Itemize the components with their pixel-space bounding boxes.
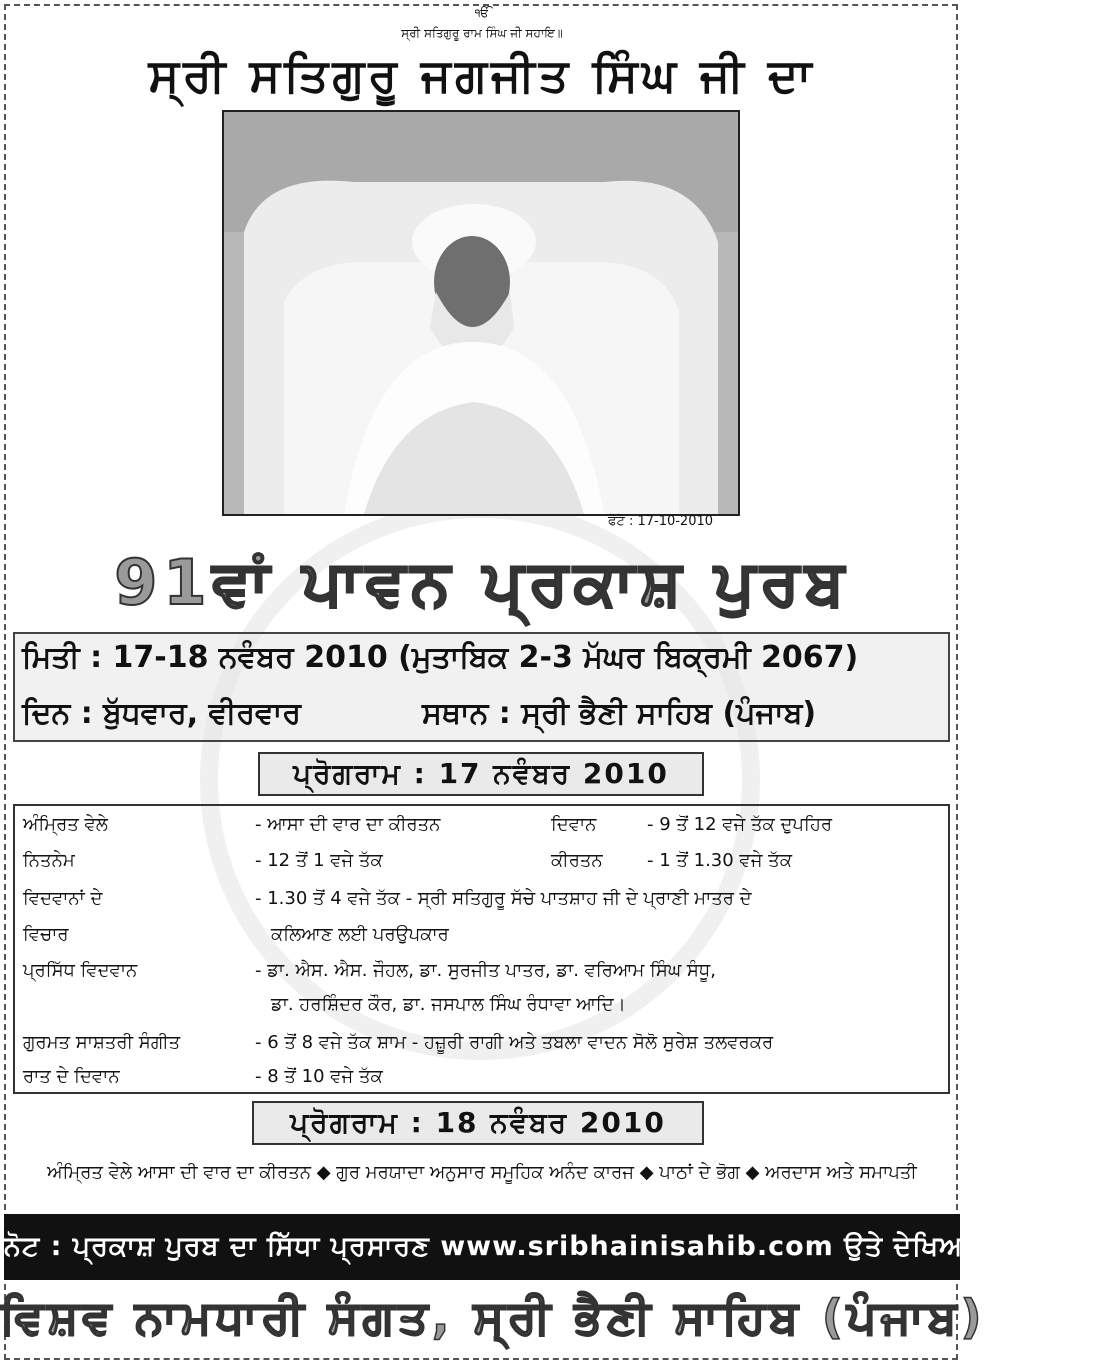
broadcast-note: ਨੋਟ : ਪ੍ਰਕਾਸ਼ ਪੁਰਬ ਦਾ ਸਿੱਧਾ ਪ੍ਰਸਾਰਣ www.sribhainisahib.com ਉਤੇ ਦੇਖਿਆ ਜਾ ਸਕਦਾ ਹੈ [4, 1214, 960, 1280]
row-vichar-label: ਵਿਚਾਰ [23, 924, 69, 945]
row-raat-label: ਰਾਤ ਦੇ ਦਿਵਾਨ [23, 1066, 120, 1087]
organizer-footer: ਵਿਸ਼ਵ ਨਾਮਧਾਰੀ ਸੰਗਤ, ਸ੍ਰੀ ਭੈਣੀ ਸਾਹਿਬ (ਪੰਜਾਬ) [0, 1290, 986, 1344]
row-vidvanan-value: - 1.30 ਤੋਂ 4 ਵਜੇ ਤੱਕ - ਸ੍ਰੀ ਸਤਿਗੁਰੂ ਸੱਚੇ ਪਾਤਸ਼ਾਹ ਜੀ ਦੇ ਪ੍ਰਾਣੀ ਮਾਤਰ ਦੇ [255, 888, 752, 909]
row-kirtan-label: ਕੀਰਤਨ [551, 850, 603, 871]
row-gurmat-value: - 6 ਤੋਂ 8 ਵਜੇ ਤੱਕ ਸ਼ਾਮ - ਹਜ਼ੂਰੀ ਰਾਗੀ ਅਤੇ ਤਬਲਾ ਵਾਦਨ ਸੋਲੋ ਸੁਰੇਸ਼ ਤਲਵਰਕਰ [255, 1032, 774, 1053]
event-place: ਸਥਾਨ : ਸ੍ਰੀ ਭੈਣੀ ਸਾਹਿਬ (ਪੰਜਾਬ) [422, 696, 817, 731]
invocation-text: ਸ੍ਰੀ ਸਤਿਗੁਰੂ ਰਾਮ ਸਿੰਘ ਜੀ ਸਹਾਇ॥ [401, 26, 563, 40]
event-days: ਦਿਨ : ਬੁੱਧਵਾਰ, ਵੀਰਵਾਰ [22, 696, 301, 731]
row-gurmat-label: ਗੁਰਮਤ ਸਾਸ਼ਤਰੀ ਸੰਗੀਤ [23, 1032, 181, 1053]
row-vichar-value: ਕਲਿਆਣ ਲਈ ਪਰਉਪਕਾਰ [271, 924, 449, 945]
event-headline: 91ਵਾਂ ਪਾਵਨ ਪ੍ਰਕਾਸ਼ ਪੁਰਬ [114, 546, 850, 619]
event-date: ਮਿਤੀ : 17-18 ਨਵੰਬਰ 2010 (ਮੁਤਾਬਿਕ 2-3 ਮੱਘਰ ਬਿਕ੍ਰਮੀ 2067) [22, 640, 859, 675]
portrait-photo [222, 110, 740, 516]
program-18-schedule: ਅੰਮ੍ਰਿਤ ਵੇਲੇ ਆਸਾ ਦੀ ਵਾਰ ਦਾ ਕੀਰਤਨ ◆ ਗੁਰ ਮਰਯਾਦਾ ਅਨੁਸਾਰ ਸਮੂਹਿਕ ਅਨੰਦ ਕਾਰਜ ◆ ਪਾਠਾਂ ਦੇ ਭੋਗ ◆ ਅਰਦਾਸ ਅਤੇ ਸਮਾਪਤੀ [47, 1162, 917, 1183]
program-17-table [13, 804, 950, 1094]
row-prasidh-value-cont: ਡਾ. ਹਰਸ਼ਿੰਦਰ ਕੌਰ, ਡਾ. ਜਸਪਾਲ ਸਿੰਘ ਰੰਧਾਵਾ ਆਦਿ। [271, 994, 626, 1015]
main-title: ਸ੍ਰੀ ਸਤਿਗੁਰੂ ਜਗਜੀਤ ਸਿੰਘ ਜੀ ਦਾ [148, 48, 816, 102]
row-kirtan-value: - 1 ਤੋਂ 1.30 ਵਜੇ ਤੱਕ [647, 850, 792, 871]
row-prasidh-label: ਪ੍ਰਸਿੱਧ ਵਿਦਵਾਨ [23, 960, 138, 981]
row-nitnem-label: ਨਿਤਨੇਮ [23, 850, 75, 871]
portrait-illustration [224, 112, 738, 514]
row-amrit-vele-label: ਅੰਮ੍ਰਿਤ ਵੇਲੇ [23, 814, 108, 835]
row-diwan-value: - 9 ਤੋਂ 12 ਵਜੇ ਤੱਕ ਦੁਪਹਿਰ [647, 814, 833, 835]
row-amrit-vele-value: - ਆਸਾ ਦੀ ਵਾਰ ਦਾ ਕੀਰਤਨ [255, 814, 441, 835]
program-17-heading: ਪ੍ਰੋਗਰਾਮ : 17 ਨਵੰਬਰ 2010 [258, 752, 704, 796]
ik-onkar-symbol: ੴ [474, 6, 490, 20]
program-18-heading: ਪ੍ਰੋਗਰਾਮ : 18 ਨਵੰਬਰ 2010 [252, 1101, 704, 1145]
row-nitnem-value: - 12 ਤੋਂ 1 ਵਜੇ ਤੱਕ [255, 850, 383, 871]
photo-caption: ਫੋਟੋ : 17-10-2010 [608, 514, 714, 529]
row-diwan-label: ਦਿਵਾਨ [551, 814, 597, 835]
row-raat-value: - 8 ਤੋਂ 10 ਵਜੇ ਤੱਕ [255, 1066, 383, 1087]
row-vidvanan-label: ਵਿਦਵਾਨਾਂ ਦੇ [23, 888, 103, 909]
row-prasidh-value: - ਡਾ. ਐਸ. ਐਸ. ਜੌਹਲ, ਡਾ. ਸੁਰਜੀਤ ਪਾਤਰ, ਡਾ. ਵਰਿਆਮ ਸਿੰਘ ਸੰਧੂ, [255, 960, 716, 981]
